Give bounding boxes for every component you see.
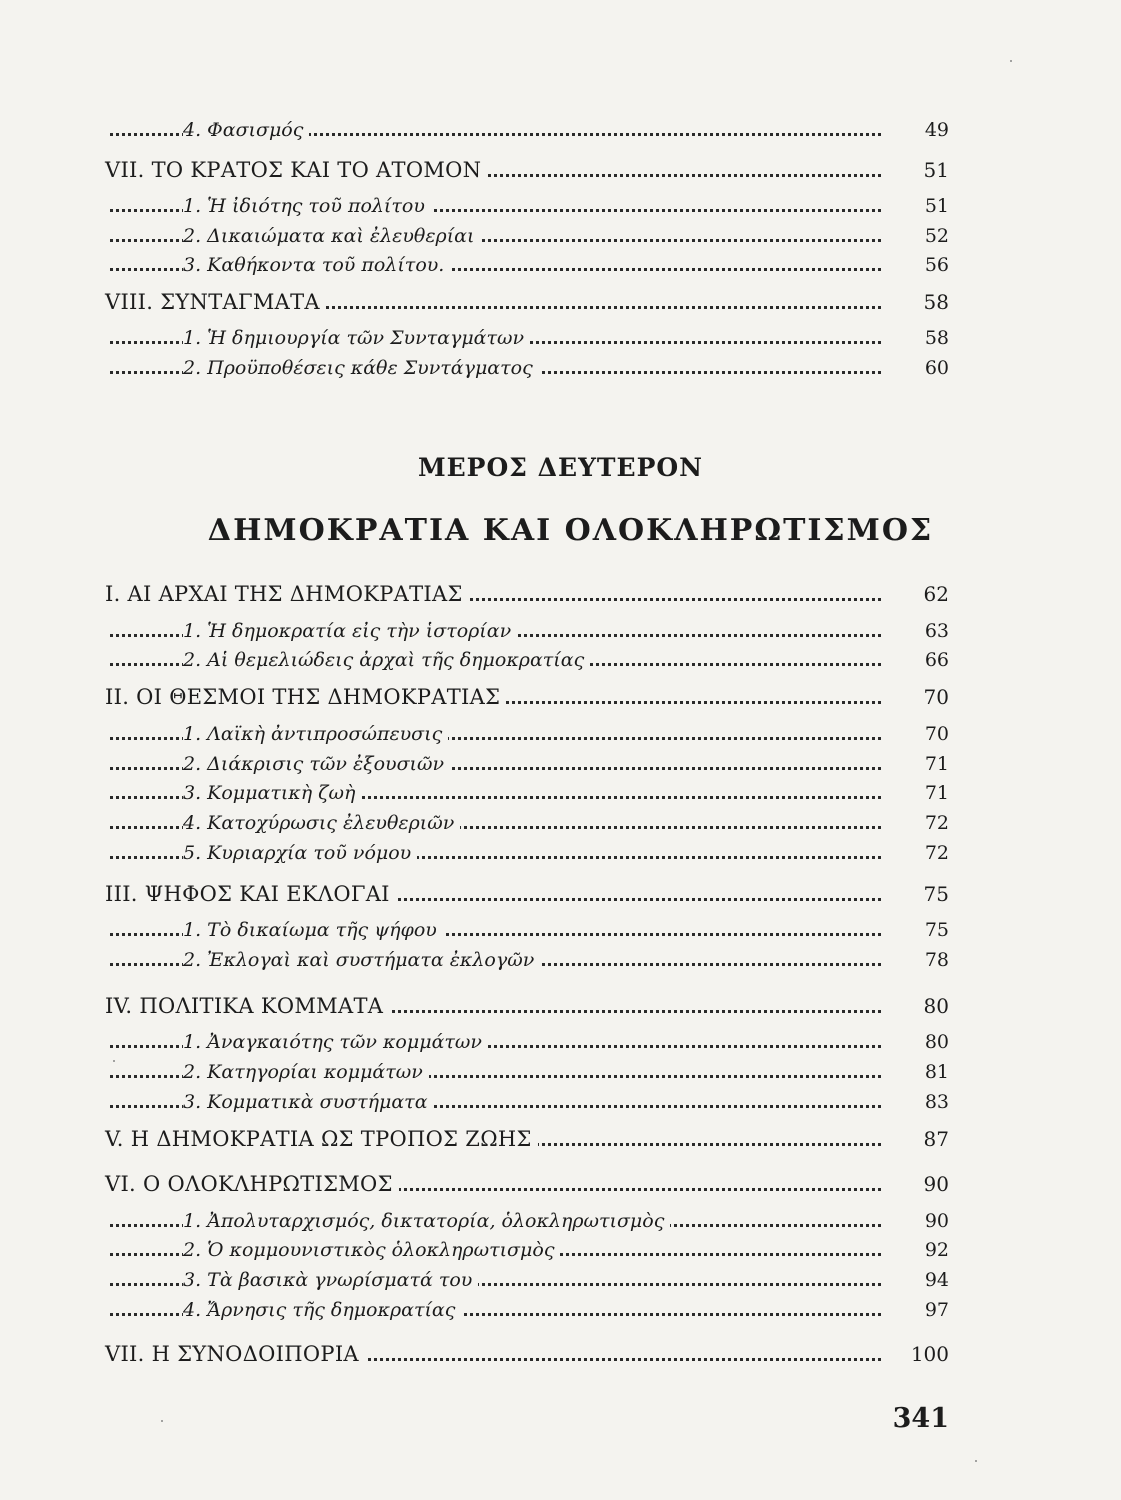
- toc-entry-title: I. ΑΙ ΑΡΧΑΙ ΤΗΣ ΔΗΜΟΚΡΑΤΙΑΣ: [105, 582, 469, 606]
- toc-entry-page: 72: [883, 812, 949, 834]
- toc-section-entry: [0, 1231, 1121, 1265]
- toc-chapter-entry: [0, 284, 1121, 318]
- part-subtitle: ΔΗΜΟΚΡΑΤΙΑ ΚΑΙ ΟΛΟΚΛΗΡΩΤΙΣΜΟΣ: [207, 513, 934, 548]
- toc-entry-title: 1. Ἀπολυταρχισμός, δικτατορία, ὁλοκληρωτισμὸς: [183, 1210, 670, 1232]
- toc-section-entry: [0, 834, 1121, 868]
- toc-entry-page: 62: [883, 582, 949, 606]
- page-number: 341: [892, 1403, 949, 1434]
- toc-entry-page: 49: [883, 119, 949, 141]
- toc-entry-page: 71: [883, 753, 949, 775]
- toc-entry-title: 1. Ἀναγκαιότης τῶν κομμάτων: [183, 1031, 488, 1053]
- toc-entry-page: 78: [883, 949, 949, 971]
- toc-entry-title: 3. Κομματικὰ συστήματα: [183, 1091, 434, 1113]
- toc-entry-title: 4. Ἄρνησις τῆς δημοκρατίας: [183, 1299, 461, 1321]
- toc-entry-page: 63: [883, 620, 949, 642]
- toc-section-entry: [0, 804, 1121, 838]
- toc-section-entry: [0, 1083, 1121, 1117]
- toc-entry-page: 66: [883, 649, 949, 671]
- toc-section-entry: [0, 641, 1121, 675]
- paper-speck: [161, 1420, 163, 1422]
- toc-entry-page: 83: [883, 1091, 949, 1113]
- toc-entry-page: 90: [883, 1210, 949, 1232]
- paper-speck: [1010, 60, 1012, 62]
- part-title: ΜΕΡΟΣ ΔΕΥΤΕΡΟΝ: [417, 453, 704, 482]
- toc-section-entry: [0, 1053, 1121, 1087]
- toc-section-entry: [0, 774, 1121, 808]
- toc-section-entry: [0, 1291, 1121, 1325]
- toc-chapter-entry: [0, 1166, 1121, 1200]
- toc-entry-title: 3. Καθήκοντα τοῦ πολίτου.: [183, 254, 450, 276]
- toc-entry-title: 2. Δικαιώματα καὶ ἐλευθερίαι: [183, 225, 480, 247]
- toc-section-entry: [0, 246, 1121, 280]
- toc-entry-title: IV. ΠΟΛΙΤΙΚΑ ΚΟΜΜΑΤΑ: [105, 994, 389, 1018]
- toc-entry-page: 58: [883, 290, 949, 314]
- toc-entry-page: 81: [883, 1061, 949, 1083]
- toc-chapter-entry: [0, 152, 1121, 186]
- toc-entry-title: 2. Ἐκλογαὶ καὶ συστήματα ἐκλογῶν: [183, 949, 540, 971]
- toc-entry-title: 3. Κομματικὴ ζωὴ: [183, 782, 361, 804]
- toc-entry-page: 51: [883, 158, 949, 182]
- toc-entry-title: 4. Κατοχύρωσις ἐλευθεριῶν: [183, 812, 460, 834]
- toc-section-entry: [0, 911, 1121, 945]
- toc-entry-page: 58: [883, 327, 949, 349]
- toc-entry-page: 72: [883, 842, 949, 864]
- toc-entry-page: 80: [883, 994, 949, 1018]
- toc-entry-title: 1. Ἡ ἰδιότης τοῦ πολίτου: [183, 195, 431, 217]
- toc-entry-title: 4. Φασισμός: [183, 119, 309, 141]
- toc-entry-title: 2. Κατηγορίαι κομμάτων: [183, 1061, 429, 1083]
- toc-entry-page: 90: [883, 1172, 949, 1196]
- toc-entry-page: 60: [883, 357, 949, 379]
- toc-entry-title: 2. Ὁ κομμουνιστικὸς ὁλοκληρωτισμὸς: [183, 1239, 560, 1261]
- toc-entry-title: VIII. ΣΥΝΤΑΓΜΑΤΑ: [105, 290, 326, 314]
- toc-section-entry: [0, 941, 1121, 975]
- toc-section-entry: [0, 111, 1121, 145]
- toc-section-entry: [0, 319, 1121, 353]
- toc-chapter-entry: [0, 876, 1121, 910]
- toc-section-entry: [0, 349, 1121, 383]
- toc-entry-title: 1. Ἡ δημοκρατία εἰς τὴν ἱστορίαν: [183, 620, 517, 642]
- toc-entry-page: 52: [883, 225, 949, 247]
- toc-entry-page: 75: [883, 882, 949, 906]
- toc-entry-page: 56: [883, 254, 949, 276]
- toc-entry-title: VII. ΤΟ ΚΡΑΤΟΣ ΚΑΙ ΤΟ ΑΤΟΜΟΝ: [105, 158, 487, 182]
- toc-entry-page: 80: [883, 1031, 949, 1053]
- toc-section-entry: [0, 187, 1121, 221]
- toc-section-entry: [0, 715, 1121, 749]
- toc-chapter-entry: [0, 576, 1121, 610]
- toc-section-entry: [0, 1261, 1121, 1295]
- toc-entry-title: V. Η ΔΗΜΟΚΡΑΤΙΑ ΩΣ ΤΡΟΠΟΣ ΖΩΗΣ: [105, 1127, 538, 1151]
- toc-entry-page: 94: [883, 1269, 949, 1291]
- paper-speck: [113, 1060, 115, 1062]
- toc-entry-page: 71: [883, 782, 949, 804]
- toc-entry-title: III. ΨΗΦΟΣ ΚΑΙ ΕΚΛΟΓΑΙ: [105, 882, 396, 906]
- toc-entry-title: 1. Λαϊκὴ ἀντιπροσώπευσις: [183, 723, 448, 745]
- toc-entry-title: II. ΟΙ ΘΕΣΜΟΙ ΤΗΣ ΔΗΜΟΚΡΑΤΙΑΣ: [105, 685, 506, 709]
- toc-entry-page: 51: [883, 195, 949, 217]
- toc-entry-page: 100: [883, 1342, 949, 1366]
- toc-chapter-entry: [0, 679, 1121, 713]
- toc-entry-title: VII. Η ΣΥΝΟΔΟΙΠΟΡΙΑ: [105, 1342, 365, 1366]
- toc-entry-title: 1. Τὸ δικαίωμα τῆς ψήφου: [183, 919, 443, 941]
- toc-entry-page: 70: [883, 685, 949, 709]
- toc-entry-title: 1. Ἡ δημιουργία τῶν Συνταγμάτων: [183, 327, 530, 349]
- toc-entry-title: 2. Αἱ θεμελιώδεις ἀρχαὶ τῆς δημοκρατίας: [183, 649, 590, 671]
- toc-entry-page: 75: [883, 919, 949, 941]
- toc-entry-title: VI. Ο ΟΛΟΚΛΗΡΩΤΙΣΜΟΣ: [105, 1172, 399, 1196]
- toc-chapter-entry: [0, 988, 1121, 1022]
- paper-speck: [975, 1460, 977, 1462]
- toc-section-entry: [0, 1023, 1121, 1057]
- toc-entry-page: 70: [883, 723, 949, 745]
- toc-entry-title: 2. Διάκρισις τῶν ἐξουσιῶν: [183, 753, 450, 775]
- toc-entry-page: 92: [883, 1239, 949, 1261]
- toc-entry-page: 87: [883, 1127, 949, 1151]
- toc-entry-title: 2. Προϋποθέσεις κάθε Συντάγματος: [183, 357, 539, 379]
- toc-entry-title: 3. Τὰ βασικὰ γνωρίσματά του: [183, 1269, 478, 1291]
- toc-chapter-entry: [0, 1336, 1121, 1370]
- toc-entry-page: 97: [883, 1299, 949, 1321]
- toc-chapter-entry: [0, 1121, 1121, 1155]
- toc-entry-title: 5. Κυριαρχία τοῦ νόμου: [183, 842, 417, 864]
